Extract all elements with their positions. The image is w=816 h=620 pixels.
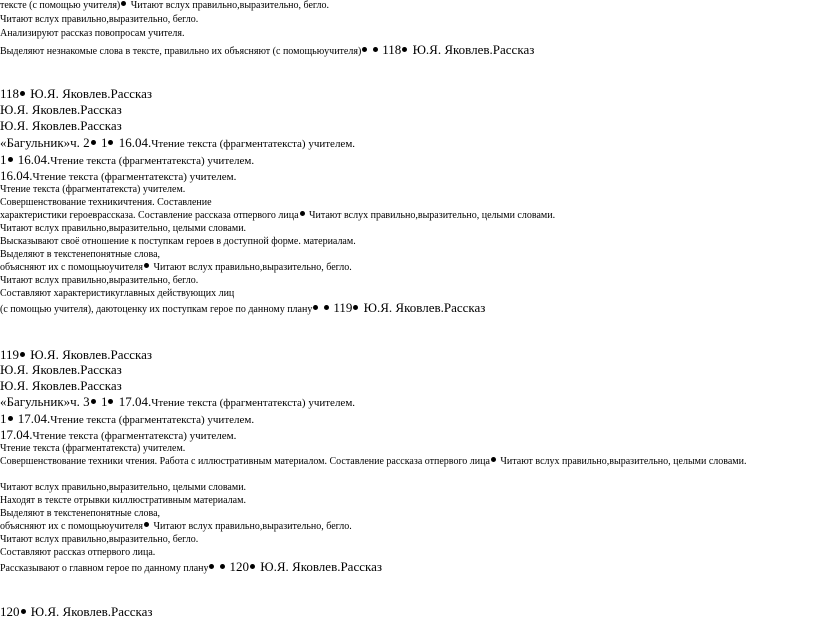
text-line: характеристики героеврассказа. Составление рассказа отпервого лица Читают вслух правильно,выразительно, целыми словами. [0, 210, 556, 221]
bullet-dot-icon [353, 305, 358, 310]
text-line: 1 16.04.Чтение текста (фрагментатекста) учителем. [0, 152, 255, 167]
text-line: Ю.Я. Яковлев.Рассказ [0, 102, 122, 117]
bullet-dot-icon [8, 157, 13, 162]
text-line: Выделяют незнакомые слова в тексте, правильно их объясняют (с помощьюучителя) 118 Ю.Я. Яковлев.Рассказ [0, 42, 535, 57]
text-line: Рассказывают о главном герое по данному плану 120 Ю.Я. Яковлев.Рассказ [0, 559, 383, 574]
text-line: тексте (с помощью учителя) Читают вслух правильно,выразительно, бегло. [0, 0, 329, 11]
bullet-dot-icon [91, 140, 96, 145]
text-line: Совершенствование техники чтения. Работа с иллюстративным материалом. Составление рассказа отпервого лица Читают вслух правильно,выразительно, целыми словами. [0, 456, 747, 467]
text-line: Составляют характеристикуглавных действующих лиц [0, 288, 235, 299]
bullet-dot-icon [373, 47, 378, 52]
text-line: Чтение текста (фрагментатекста) учителем. [0, 184, 186, 195]
text-line: объясняют их с помощьюучителя Читают вслух правильно,выразительно, бегло. [0, 521, 352, 532]
text-line: 17.04.Чтение текста (фрагментатекста) учителем. [0, 427, 237, 442]
bullet-dot-icon [220, 564, 225, 569]
text-line: 16.04.Чтение текста (фрагментатекста) учителем. [0, 168, 237, 183]
bullet-dot-icon [20, 91, 25, 96]
bullet-dot-icon [121, 1, 126, 6]
text-line: 1 17.04.Чтение текста (фрагментатекста) учителем. [0, 411, 255, 426]
text-line: Чтение текста (фрагментатекста) учителем. [0, 443, 186, 454]
bullet-dot-icon [91, 399, 96, 404]
text-line: Совершенствование техникичтения. Составление [0, 197, 212, 208]
text-line: Находят в тексте отрывки киллюстративным материалам. [0, 495, 246, 506]
text-line: (с помощью учителя), даютоценку их поступкам герое по данному плану 119 Ю.Я. Яковлев.Рассказ [0, 300, 486, 315]
text-line: Ю.Я. Яковлев.Рассказ [0, 118, 122, 133]
bullet-dot-icon [144, 522, 149, 527]
text-line: Читают вслух правильно,выразительно, бегло. [0, 534, 199, 545]
text-line: «Багульник»ч. 2 1 16.04.Чтение текста (фрагментатекста) учителем. [0, 135, 356, 150]
bullet-dot-icon [144, 263, 149, 268]
text-line: Читают вслух правильно,выразительно, бегло. [0, 275, 199, 286]
bullet-dot-icon [313, 305, 318, 310]
text-line: Читают вслух правильно,выразительно, бегло. [0, 14, 199, 25]
text-line: Читают вслух правильно,выразительно, целыми словами. [0, 223, 247, 234]
bullet-dot-icon [362, 47, 367, 52]
bullet-dot-icon [8, 416, 13, 421]
text-line: объясняют их с помощьюучителя Читают вслух правильно,выразительно, бегло. [0, 262, 352, 273]
text-line: Составляют рассказ отпервого лица. [0, 547, 156, 558]
bullet-dot-icon [108, 140, 113, 145]
bullet-dot-icon [20, 352, 25, 357]
bullet-dot-icon [108, 399, 113, 404]
text-line: Читают вслух правильно,выразительно, целыми словами. [0, 482, 247, 493]
bullet-dot-icon [250, 564, 255, 569]
text-line: Высказывают своё отношение к поступкам героев в доступной форме. материалам. [0, 236, 356, 247]
text-line: 119 Ю.Я. Яковлев.Рассказ [0, 347, 153, 362]
text-line: «Багульник»ч. 3 1 17.04.Чтение текста (фрагментатекста) учителем. [0, 394, 356, 409]
text-line: Анализируют рассказ повопросам учителя. [0, 28, 185, 39]
bullet-dot-icon [324, 305, 329, 310]
text-line: Ю.Я. Яковлев.Рассказ [0, 378, 122, 393]
text-line: Ю.Я. Яковлев.Рассказ [0, 362, 122, 377]
bullet-dot-icon [402, 47, 407, 52]
bullet-dot-icon [21, 609, 26, 614]
text-line: Выделяют в текстенепонятные слова, [0, 508, 161, 519]
text-line: Выделяют в текстенепонятные слова, [0, 249, 161, 260]
bullet-dot-icon [491, 457, 496, 462]
bullet-dot-icon [300, 211, 305, 216]
bullet-dot-icon [209, 564, 214, 569]
text-line: 120 Ю.Я. Яковлев.Рассказ [0, 604, 153, 619]
text-line: 118 Ю.Я. Яковлев.Рассказ [0, 86, 153, 101]
